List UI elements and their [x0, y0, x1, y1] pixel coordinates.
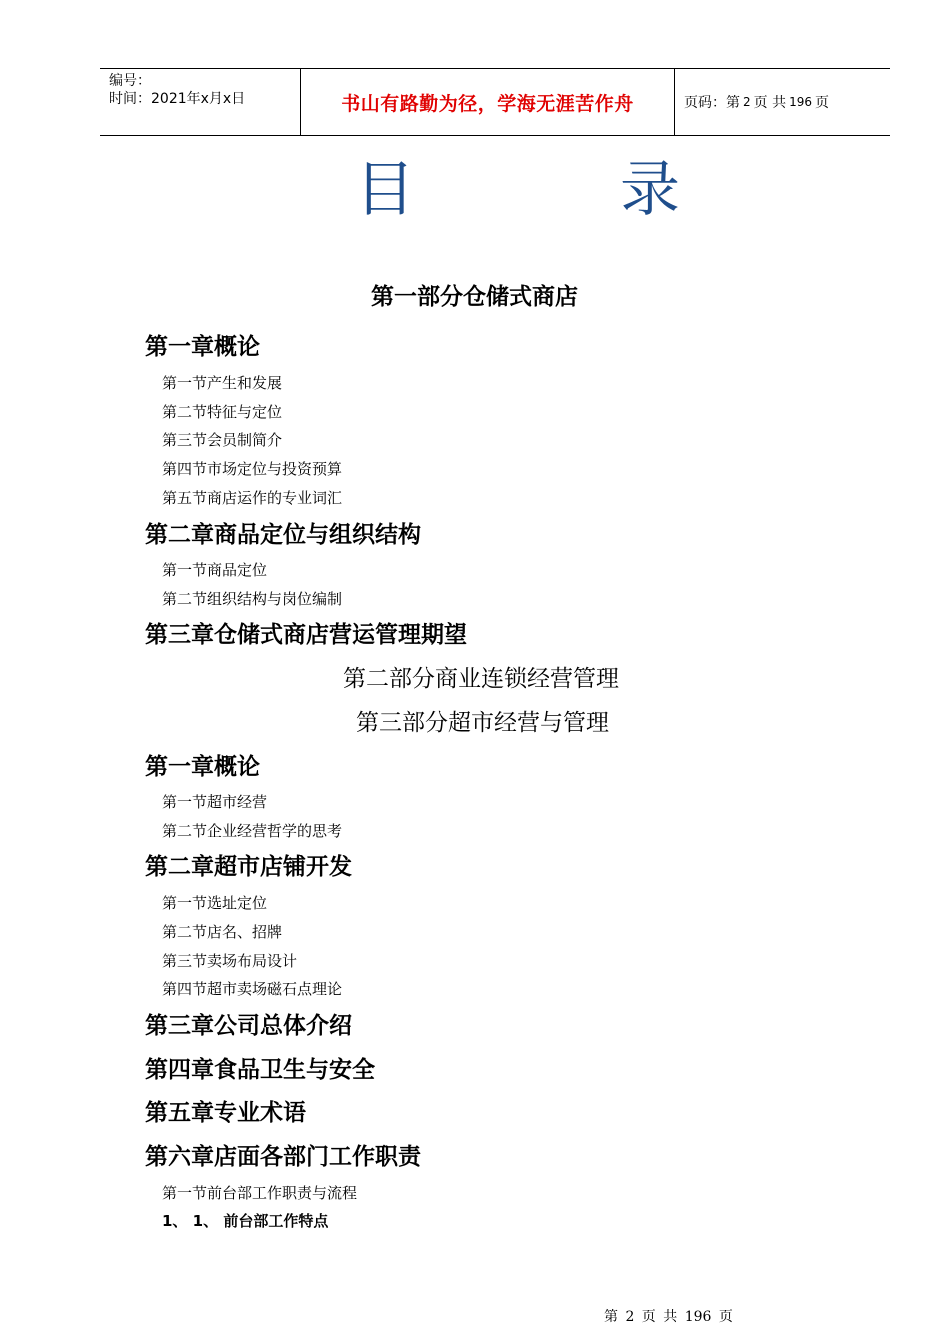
page-header: [100, 68, 890, 136]
toc-section: 第四节市场定位与投资预算: [162, 460, 343, 478]
code-label: 编号：: [109, 73, 151, 89]
toc-chapter: 第五章专业术语: [145, 1100, 306, 1126]
page-total: 196: [789, 95, 812, 109]
toc-part-1: 第一部分仓储式商店: [371, 283, 578, 310]
toc-chapter: 第一章概论: [145, 334, 260, 360]
toc-title-char2: 录: [620, 155, 680, 225]
toc-chapter: 第三章公司总体介绍: [145, 1013, 352, 1039]
toc-chapter: 第六章店面各部门工作职责: [145, 1144, 421, 1170]
header-motto: 书山有路勤为径，学海无涯苦作舟: [301, 69, 675, 135]
toc-section: 第一节前台部工作职责与流程: [162, 1184, 358, 1202]
toc-section: 第一节产生和发展: [162, 374, 283, 392]
toc-part-2: 第二部分商业连锁经营管理: [343, 666, 619, 692]
toc-section: 第五节商店运作的专业词汇: [162, 489, 343, 507]
page-footer: 第 2 页 共 196 页: [604, 1309, 733, 1325]
toc-title-char1: 目: [355, 155, 415, 225]
toc-section: 第二节组织结构与岗位编制: [162, 590, 343, 608]
page-prefix: 页码：第: [684, 95, 740, 111]
time-text: 时间：2021年x月x日: [109, 91, 246, 107]
toc-part-3: 第三部分超市经营与管理: [356, 710, 609, 736]
header-meta: [100, 69, 301, 135]
toc-section: 第三节卖场布局设计: [162, 952, 298, 970]
toc-chapter: 第二章商品定位与组织结构: [145, 522, 421, 548]
toc-section: 第一节商品定位: [162, 561, 268, 579]
toc-section: 第三节会员制简介: [162, 431, 283, 449]
page-suffix: 页: [815, 95, 829, 111]
toc-section: 第四节超市卖场磁石点理论: [162, 980, 343, 998]
header-page-info: [675, 69, 890, 135]
toc-section: 第一节选址定位: [162, 894, 268, 912]
toc-section: 第二节特征与定位: [162, 403, 283, 421]
toc-chapter: 第二章超市店铺开发: [145, 854, 352, 880]
toc-chapter: 第三章仓储式商店营运管理期望: [145, 622, 467, 648]
toc-section: 第一节超市经营: [162, 793, 268, 811]
toc-section: 第二节店名、招牌: [162, 923, 283, 941]
page-current: 2: [743, 95, 751, 109]
toc-chapter: 第一章概论: [145, 754, 260, 780]
toc-section: 第二节企业经营哲学的思考: [162, 822, 343, 840]
toc-item: 1、 1、 前台部工作特点: [162, 1212, 329, 1230]
toc-chapter: 第四章食品卫生与安全: [145, 1057, 375, 1083]
page-mid: 页 共: [753, 95, 787, 111]
